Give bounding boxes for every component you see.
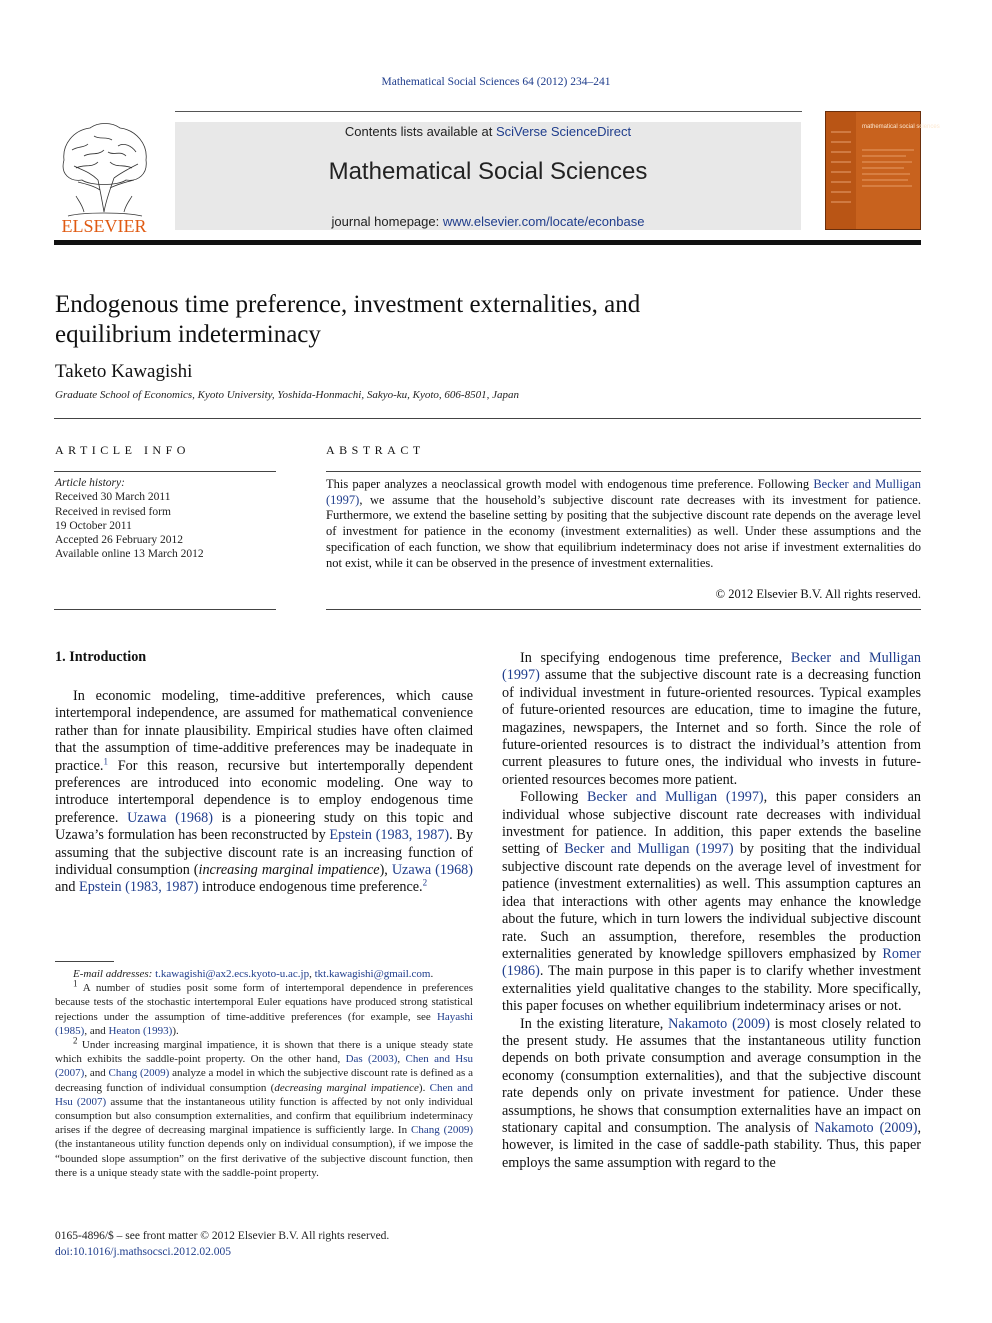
article-info-bottom-rule <box>54 609 276 610</box>
article-info-top-rule <box>54 471 276 472</box>
history-item: 19 October 2011 <box>55 519 132 532</box>
elsevier-wordmark: ELSEVIER <box>61 216 147 236</box>
abstract-span: This paper analyzes a neoclassical growth model with endogenous time preference. Following <box>326 477 814 491</box>
body-paragraph <box>502 789 921 1015</box>
homepage-link[interactable]: www.elsevier.com/locate/econbase <box>442 214 645 229</box>
footnote-ref-2[interactable]: 2 <box>422 877 428 888</box>
left-column-body <box>55 688 473 897</box>
text-span: , and <box>84 1067 109 1080</box>
contents-prefix: Contents lists available at <box>344 124 496 139</box>
text-span: (the instantaneous utility function depends only on individual consumption), if we impose the “bounded slope assumption” on the first derivative of the subjective discount function, then there is a unique steady state with the saddle-point property. <box>55 1138 473 1179</box>
title-rule <box>54 418 921 419</box>
footnote-1 <box>55 978 473 1038</box>
text-span: . The main purpose in this paper is to clarify whether investment externalities yield qualitative changes to the stability. More specifically, this paper focuses on whether equilibrium indeterminacy arises or not. <box>502 963 921 1015</box>
ref-nakamoto[interactable]: Nakamoto (2009) <box>668 1015 770 1032</box>
homepage-prefix: journal homepage: <box>331 214 443 229</box>
text-span: by positing that the individual subjective discount rate depends on the average level of investment for patience (investment externalities) as well. This assumption captures an idea that interactions with other agents may enhance the knowledge about the future, which in turn lowers the individual subjective discount rate. Such an assumption, therefore, resembles the production externalities generated by knowledge spillovers emphasized by <box>502 841 922 962</box>
abstract-copyright: © 2012 Elsevier B.V. All rights reserved. <box>715 587 921 601</box>
ref-uzawa[interactable]: Uzawa (1968) <box>391 862 473 879</box>
paper-title: Endogenous time preference, investment externalities, and equilibrium indeterminacy <box>55 291 641 348</box>
text-span: , and <box>84 1024 109 1037</box>
text-span: ). <box>418 1081 430 1094</box>
doi-link[interactable]: doi:10.1016/j.mathsocsci.2012.02.005 <box>55 1245 232 1258</box>
ref-uzawa[interactable]: Uzawa (1968) <box>127 809 213 826</box>
author-affiliation: Graduate School of Economics, Kyoto University, Yoshida-Honmachi, Sakyo-ku, Kyoto, 606-8501, Japan <box>55 389 519 401</box>
text-span: . <box>430 968 434 980</box>
ref-nakamoto[interactable]: Nakamoto (2009) <box>814 1119 918 1136</box>
text-span: , <box>397 1053 406 1066</box>
text-span: is most closely related to the present study. He assumes that the instantaneous utility function depends on both private consumption and average consumption in the economy (consumption externalities), and that the subjective discount rate depends only on private investment for patience. Under these assumptions, he shows that consumption externalities have an impact on stationary capital and consumption. The analysis of <box>502 1015 921 1136</box>
contents-line <box>175 124 801 139</box>
history-label: Article history: <box>55 477 125 489</box>
email-footnote <box>55 967 473 981</box>
abstract-bottom-rule <box>326 609 921 610</box>
ref-becker-mulligan[interactable]: Becker and Mulligan (1997) <box>564 841 734 858</box>
text-span: For this reason, recursive but intertemporally dependent preferences are introduced into economic modeling. One way to introduce intertemporal dependence is to employ endogenous time preference. <box>55 757 473 826</box>
text-span: , this paper considers an individual whose subjective discount rate decreases with individual investment for patience. In addition, this paper extends the baseline setting of <box>502 789 921 858</box>
header-thick-rule <box>54 240 921 245</box>
elsevier-tree-icon <box>54 120 154 236</box>
body-paragraph <box>502 1016 921 1173</box>
homepage-line <box>175 214 801 229</box>
text-span: . By assuming that the subjective discount rate is an increasing function of individual consumption ( <box>55 827 473 879</box>
email-link-1[interactable]: t.kawagishi@ax2.ecs.kyoto-u.ac.jp <box>155 968 310 980</box>
ref-chen-hsu[interactable]: Chen and Hsu (2007) <box>55 1053 474 1080</box>
text-span: ), <box>379 862 392 879</box>
abstract-top-rule <box>326 471 921 472</box>
text-span: Following <box>520 789 588 806</box>
article-history <box>55 476 204 562</box>
journal-citation[interactable]: Mathematical Social Sciences 64 (2012) 234–241 <box>381 76 611 88</box>
ref-epstein[interactable]: Epstein (1983, 1987) <box>329 827 450 844</box>
footnotes <box>55 967 473 1180</box>
sciencedirect-link[interactable]: SciVerse ScienceDirect <box>495 124 632 139</box>
ref-das[interactable]: Das (2003) <box>345 1053 398 1066</box>
text-span: assume that the subjective discount rate is a decreasing function of individual investment in future-oriented resources. Typical examples of future-oriented resources are education, time to imagine the future, magazines, newspapers, the Internet and so forth. Since the role of future-oriented resources is to distract the individual’s attention from current pleasures to future ones, the individual who invests in future-oriented resources becomes more patient. <box>502 667 921 788</box>
text-span: A number of studies posit some form of intertemporal dependence in preferences because tests of the stochastic intertemporal Euler equations have produced strong statistical rejections under the assumption of time-additive preferences (for example, see <box>55 982 473 1023</box>
text-span: In the existing literature, <box>520 1015 669 1032</box>
journal-cover-thumbnail[interactable] <box>825 111 940 230</box>
text-span: introduce endogenous time preference. <box>198 879 423 896</box>
text-span: is a pioneering study on this topic and Uzawa’s formulation has been reconstructed by <box>55 809 473 844</box>
ref-heaton[interactable]: Heaton (1993) <box>108 1024 173 1037</box>
text-span: ). <box>172 1024 179 1037</box>
footnote-2 <box>55 1035 474 1180</box>
journal-title: Mathematical Social Sciences <box>328 158 648 185</box>
text-span: analyze a model in which the subjective discount rate is defined as a decreasing function of individual consumption ( <box>55 1067 473 1094</box>
section-heading-introduction: 1. Introduction <box>55 649 147 665</box>
right-column-body <box>502 650 921 1172</box>
abstract-span: , we assume that the household’s subjective discount rate decreases with its investment for patience. Furthermore, we extend the baseline setting by positing that the subjective discount rate depends on the average level of investment for patience in the economy (investment externalities) as well. Under these assumptions and the specification of each function, we show that equilibrium indeterminacy does not arise if investment externalities do not exist, while it can be observed in the presence of investment externalities. <box>326 492 921 570</box>
text-span: , <box>309 968 315 980</box>
text-span: In specifying endogenous time preference, <box>520 650 791 666</box>
footnote-number: 2 <box>73 1035 78 1046</box>
email-label: E-mail addresses: <box>73 968 153 980</box>
ref-epstein[interactable]: Epstein (1983, 1987) <box>79 879 199 896</box>
footnote-ref-1[interactable]: 1 <box>103 755 108 766</box>
ref-chang[interactable]: Chang (2009) <box>411 1124 473 1137</box>
journal-header-box <box>175 122 801 230</box>
elsevier-logo <box>54 120 154 236</box>
ref-becker-mulligan[interactable]: Becker and Mulligan (1997) <box>587 789 764 806</box>
text-span: assume that the instantaneous utility function is affected by not only individual consumption but also consumption externalities, and confirm that equilibrium indeterminacy arises if the degree of decreasing marginal impatience is sufficiently large. In <box>55 1095 473 1137</box>
footnote-rule <box>55 961 114 962</box>
abstract-text <box>326 477 921 571</box>
issn-line: 0165-4896/$ – see front matter © 2012 Elsevier B.V. All rights reserved. <box>55 1230 390 1242</box>
text-span: , however, is limited in the case of saddle-path stability. Thus, this paper employs the same assumption with regard to the <box>502 1119 921 1171</box>
journal-cover-image <box>826 112 940 229</box>
article-info-heading: ARTICLE INFO <box>55 443 190 457</box>
ref-becker-mulligan[interactable]: Becker and Mulligan (1997) <box>502 650 921 684</box>
text-span: In economic modeling, time-additive preferences, which cause intertemporal independence, are assumed for mathematical convenience rather than for innate plausibility. Empirical studies have often claimed that the assumption of time-additive preferences may be inadequate in practice. <box>55 688 473 774</box>
history-item: Available online 13 March 2012 <box>55 548 204 561</box>
header-top-rule <box>175 111 802 112</box>
history-item: Accepted 26 February 2012 <box>55 534 184 547</box>
italic-term: increasing marginal impatience <box>198 862 380 879</box>
ref-chen-hsu[interactable]: Chen and Hsu (2007) <box>55 1081 473 1108</box>
ref-becker-mulligan[interactable]: Becker and Mulligan (1997) <box>326 477 921 507</box>
text-span: and <box>55 879 80 896</box>
italic-term: decreasing marginal impatience <box>274 1081 419 1094</box>
author-name: Taketo Kawagishi <box>55 361 193 382</box>
footnote-number: 1 <box>73 978 78 989</box>
ref-chang[interactable]: Chang (2009) <box>108 1067 170 1080</box>
intro-paragraph <box>55 688 473 897</box>
history-item: Received in revised form <box>55 505 171 518</box>
text-span: Under increasing marginal impatience, it is shown that there is a unique steady state which exhibits the saddle-point property. On the other hand, <box>55 1039 473 1066</box>
history-item: Received 30 March 2011 <box>55 491 171 504</box>
body-paragraph <box>502 650 921 789</box>
abstract-heading: ABSTRACT <box>326 443 425 457</box>
front-matter-info <box>55 1229 389 1260</box>
cover-title: mathematical social sciences <box>862 124 940 130</box>
ref-romer[interactable]: Romer (1986) <box>502 945 921 980</box>
ref-hayashi[interactable]: Hayashi (1985) <box>55 1010 473 1037</box>
email-link-2[interactable]: tkt.kawagishi@gmail.com <box>314 968 431 980</box>
